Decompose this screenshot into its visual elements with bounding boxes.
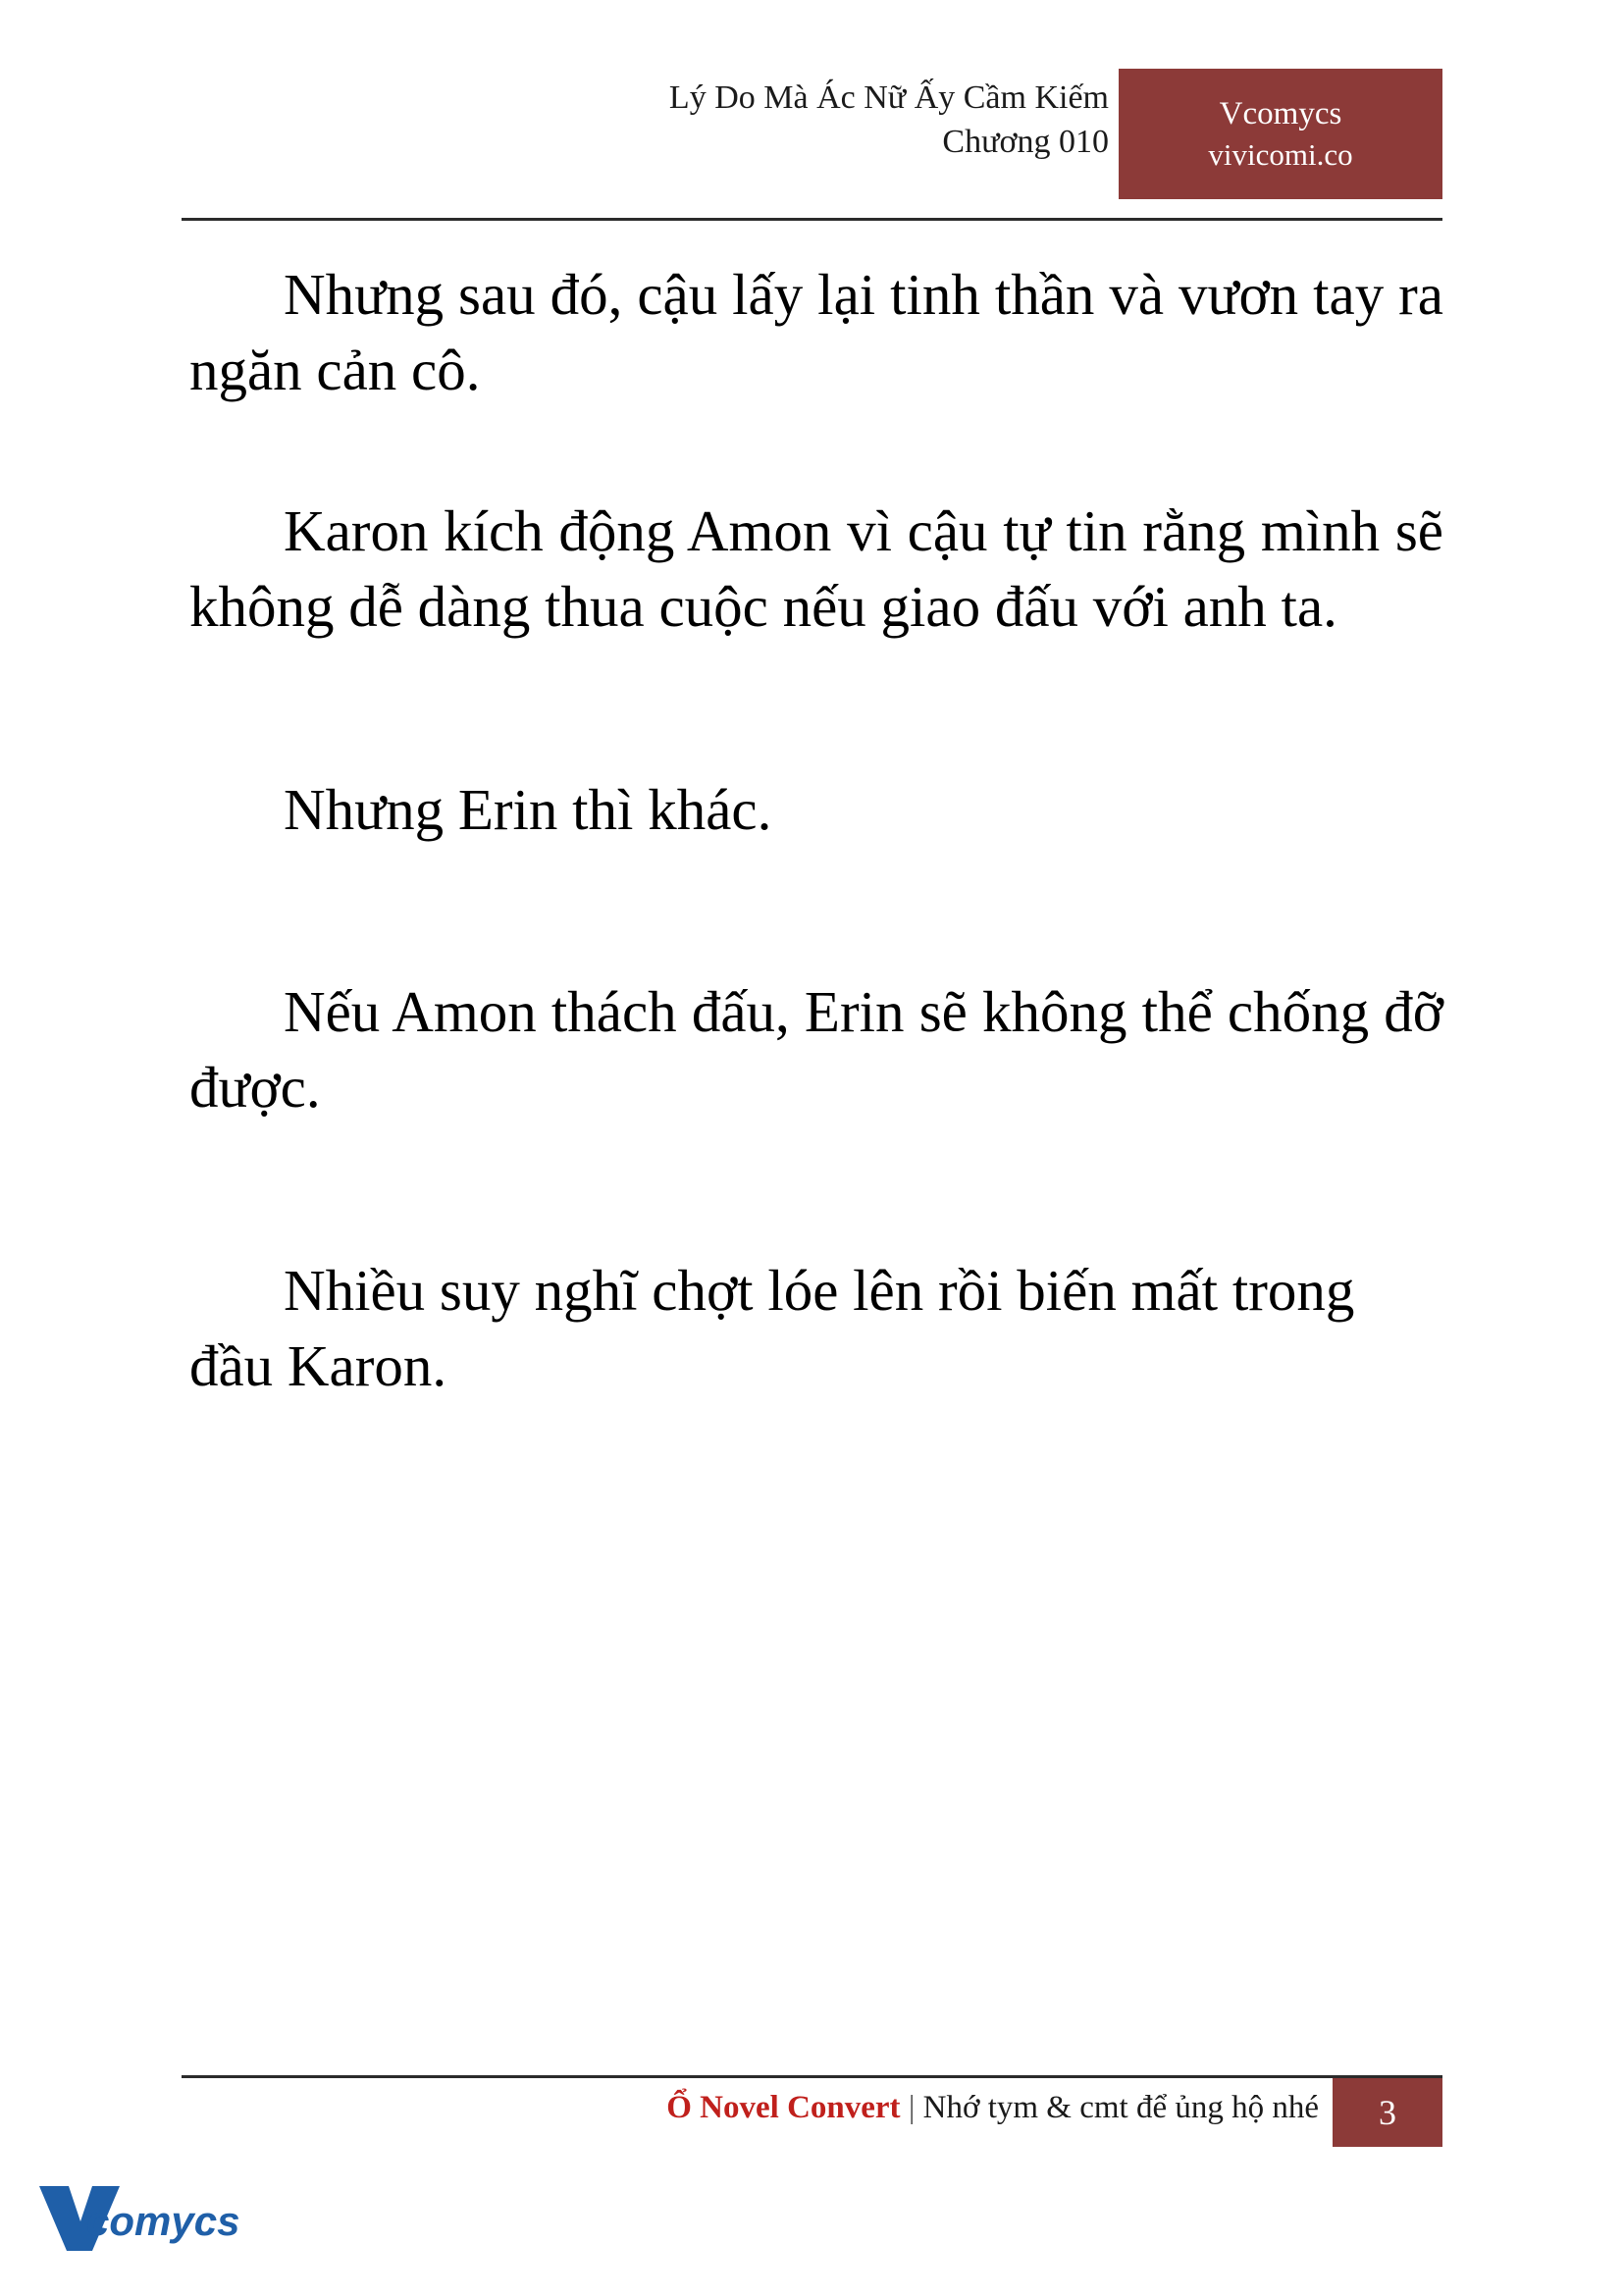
chapter-title: Chương 010: [942, 123, 1109, 160]
page-header: [182, 77, 1442, 214]
header-divider: [182, 218, 1442, 221]
site-badge-url: vivicomi.co: [1208, 136, 1353, 172]
site-badge-brand: Vcomycs: [1219, 95, 1342, 131]
paragraph: Nhưng Erin thì khác.: [284, 776, 772, 842]
footer-credit: [666, 2090, 1319, 2126]
paragraph: Karon kích động Amon vì cậu tự tin rằng mình sẽ không dễ dàng thua cuộc nếu giao đấu với anh ta.: [189, 498, 1443, 640]
page-footer: [182, 2078, 1442, 2149]
header-title-block: [669, 77, 1109, 165]
footer-brand: Ổ Novel Convert: [666, 2090, 901, 2125]
footer-note: Nhớ tym & cmt để ủng hộ nhé: [922, 2090, 1319, 2125]
footer-separator: |: [908, 2090, 916, 2125]
paragraph: Nhưng sau đó, cậu lấy lại tinh thần và vươn tay ra ngăn cản cô.: [189, 262, 1443, 402]
site-badge: [1119, 69, 1442, 199]
vcomycs-watermark-logo: [35, 2176, 261, 2261]
paragraph: Nhiều suy nghĩ chợt lóe lên rồi biến mất trong đầu Karon.: [189, 1257, 1355, 1398]
book-title: Lý Do Mà Ác Nữ Ấy Cầm Kiếm: [668, 79, 1109, 116]
svg-text:comycs: comycs: [86, 2198, 240, 2244]
paragraph: Nếu Amon thách đấu, Erin sẽ không thể chống đỡ được.: [189, 979, 1443, 1121]
page-number: 3: [1333, 2078, 1442, 2147]
page-content: [189, 257, 1443, 1403]
